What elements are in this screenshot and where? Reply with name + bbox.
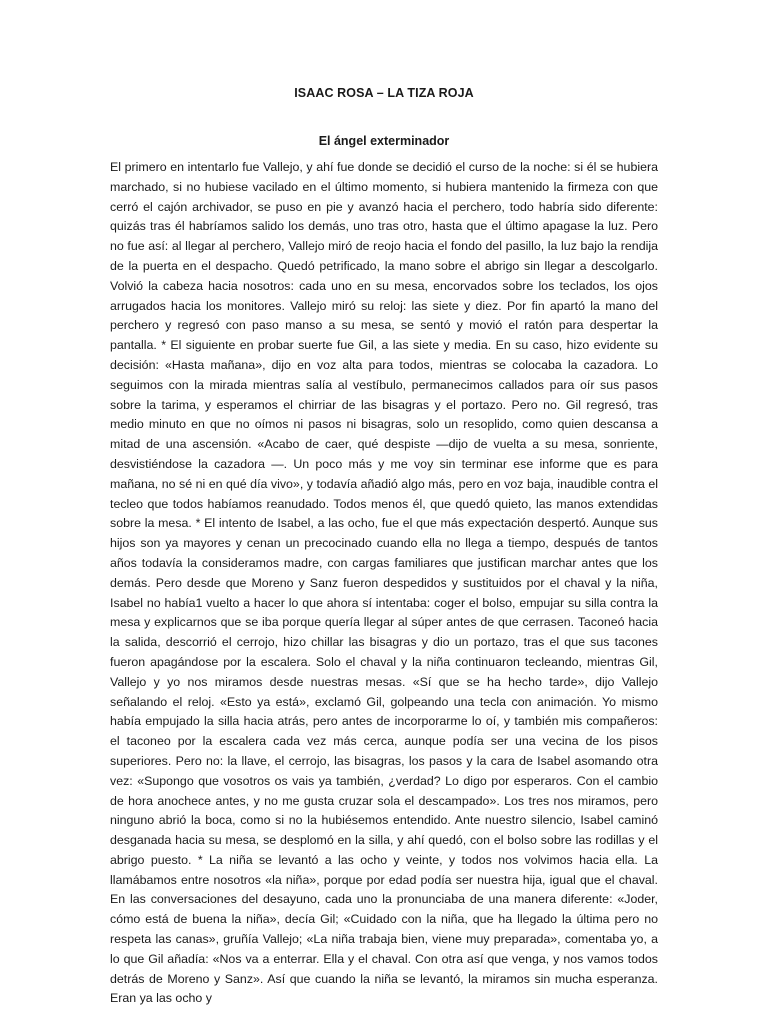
document-header: ISAAC ROSA – LA TIZA ROJA <box>294 86 474 100</box>
body-paragraph: El primero en intentarlo fue Vallejo, y ahí fue donde se decidió el curso de la noche: si él se hubiera marchado, si no hubiese vacilado en el último momento, si hubiera mantenido la firmeza con que cerró el cajón archivador, se puso en pie y avanzó hacia el perchero, todo habría sido diferente: quizás tras él habríamos salido los demás, uno tras otro, hasta que el último apagase la luz. Pero no fue así: al llegar al perchero, Vallejo miró de reojo hacia el fondo del pasillo, la luz bajo la rendija de la puerta en el despacho. Quedó petrificado, la mano sobre el abrigo sin llegar a descolgarlo. Volvió la cabeza hacia nosotros: cada uno en su mesa, encorvados sobre los teclados, los ojos arrugados hacia los monitores. Vallejo miró su reloj: las siete y diez. Por fin apartó la mano del perchero y regresó con paso manso a su mesa, se sentó y movió el ratón para despertar la pantalla. * El siguiente en probar suerte fue Gil, a las siete y media. En su caso, hizo evidente su decisión: «Hasta mañana», dijo en voz alta para todos, mientras se colocaba la cazadora. Lo seguimos con la mirada mientras salía al vestíbulo, permanecimos callados para oír sus pasos sobre la tarima, y esperamos el chirriar de las bisagras y el portazo. Pero no. Gil regresó, tras medio minuto en que no oímos ni pasos ni bisagras, solo un resoplido, como quien descansa a mitad de una ascensión. «Acabo de caer, qué despiste —dijo de vuelta a su mesa, sonriente, desvistiéndose la cazadora —. Un poco más y me voy sin terminar ese informe que es para mañana, no sé ni en qué día vivo», y todavía añadió algo más, pero en voz baja, inaudible contra el tecleo que todos habíamos reanudado. Todos menos él, que quedó quieto, las manos extendidas sobre la mesa. * El intento de Isabel, a las ocho, fue el que más expectación despertó. Aunque sus hijos son ya mayores y cenan un precocinado cuando ella no llega a tiempo, después de tantos años todavía la consideramos madre, con cargas familiares que justifican marchar antes que los demás. Pero desde que Moreno y Sanz fueron despedidos y sustituidos por el chaval y la niña, Isabel no había1 vuelto a hacer lo que ahora sí intentaba: coger el bolso, empujar su silla contra la mesa y explicarnos que se iba porque quería llegar al súper antes de que cerrasen. Taconeó hacia la salida, descorrió el cerrojo, hizo chillar las bisagras y dio un portazo, tras el que sus tacones fueron apagándose por la escalera. Solo el chaval y la niña continuaron tecleando, mientras Gil, Vallejo y yo nos miramos desde nuestras mesas. «Sí que se ha hecho tarde», dijo Vallejo señalando el reloj. «Esto ya está», exclamó Gil, golpeando una tecla con animación. Yo mismo había empujado la silla hacia atrás, pero antes de incorporarme lo oí, y también mis compañeros: el taconeo por la escalera cada vez más cerca, aunque podía ser una vecina de los pisos superiores. Pero no: la llave, el cerrojo, las bisagras, los pasos y la cara de Isabel asomando otra vez: «Supongo que vosotros os vais ya también, ¿verdad? Lo digo por esperaros. Con el cambio de hora anochece antes, y no me gusta cruzar sola el descampado». Los tres nos miramos, pero ninguno abrió la boca, como si no la hubiésemos entendido. Ante nuestro silencio, Isabel caminó desganada hacia su mesa, se desplomó en la silla, y ahí quedó, con el bolso sobre las rodillas y el abrigo puesto. * La niña se levantó a las ocho y veinte, y todos nos volvimos hacia ella. La llamábamos entre nosotros «la niña», porque por edad podía ser nuestra hija, igual que el chaval. En las conversaciones del desayuno, cada uno la pronunciaba de una manera diferente: «Joder, cómo está de buena la niña», decía Gil; «Cuidado con la niña, que ha llegado la última pero no respeta las canas», gruñía Vallejo; «La niña trabaja bien, viene muy preparada», comentaba yo, a lo que Gil añadía: «Nos va a enterrar. Ella y el chaval. Con otra así que venga, y nos vamos todos detrás de Moreno y Sanz». Así que cuando la niña se levantó, la miramos sin mucha esperanza. Eran ya las ocho y <box>110 160 658 1006</box>
chapter-title: El ángel exterminador <box>318 134 450 148</box>
